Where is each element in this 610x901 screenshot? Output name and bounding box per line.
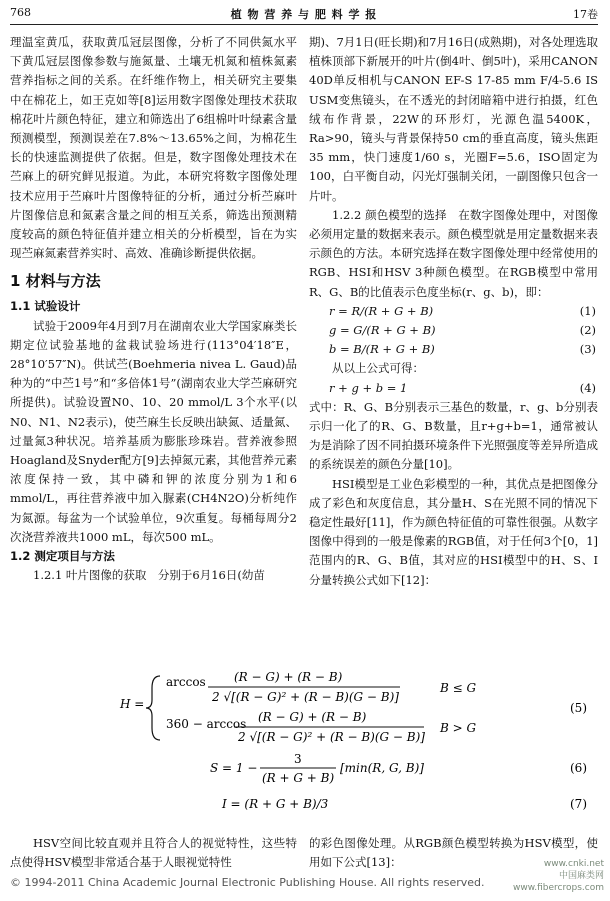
formula-360-arccos: 360 − arccos bbox=[166, 717, 247, 731]
hsv-paragraph-right: 的彩色图像处理。从RGB颜色模型转换为HSV模型，使用如下公式[13]： bbox=[309, 835, 598, 869]
formula-s-right: [min(R, G, B)] bbox=[340, 761, 424, 775]
formula-number-5: (5) bbox=[570, 701, 587, 715]
hsi-formulas-svg bbox=[10, 670, 598, 820]
header-rule bbox=[10, 24, 598, 25]
color-model-paragraph: 1.2.2 颜色模型的选择 在数字图像处理中，对图像必须用定量的数据来表示。颜色模型就是用定量数据来表示颜色的方法。本研究选择在数字图像处理中经常使用的RGB、HSI和HSV 3种颜色模型。在RGB模型中常用R、G、B的比值表示色度坐标(r、g、b)，即： bbox=[309, 207, 598, 299]
equation-4: r + g + b = 1 (4) bbox=[329, 380, 596, 395]
acquisition-continued-paragraph: 期)、7月1日(旺长期)和7月16日(成熟期)，对各处理选取植株顶部下新展开的叶片(倒4叶、倒5叶)，采用CANON 40D单反相机与CANON EF-S 17-85 mm F/4-5.6 IS USM变焦镜头，在不透光的封闭暗箱中进行拍摄，红色绒布作背景，22W的环形灯，光源色温5400K，Ra>90，镜头与背景保持50 cm的垂直高度，镜头焦距35 mm，快门速度1/60 s，光圈F=5.6，ISO固定为100，白平衡自动，闪光灯强制关闭，一副图像只包含一片叶。 bbox=[309, 35, 599, 203]
subsection-heading-measurement: 1.2 测定项目与方法 bbox=[10, 549, 115, 564]
equation-1: r = R/(R + G + B) (1) bbox=[329, 303, 596, 318]
formula-arccos: arccos bbox=[166, 675, 206, 689]
formula-number-6: (6) bbox=[570, 761, 587, 775]
left-column bbox=[10, 33, 297, 585]
formula-condition-1: B ≤ G bbox=[440, 681, 477, 695]
volume-label: 17卷 bbox=[573, 8, 598, 21]
equation-3: b = B/(R + G + B) (3) bbox=[329, 342, 596, 357]
formula-fraction-numerator-2: (R − G) + (R − B) bbox=[258, 710, 367, 724]
derivation-text: 从以上公式可得： bbox=[332, 361, 424, 376]
formula-fraction-numerator-1: (R − G) + (R − B) bbox=[234, 670, 343, 684]
hsv-paragraph-left: HSV空间比较直观并且符合人的视觉特性，这些特点使得HSV模型非常适合基于人眼视觉特性 bbox=[10, 835, 297, 869]
equation-2: g = G/(R + G + B) (2) bbox=[329, 323, 596, 338]
formula-h-label: H = bbox=[120, 697, 145, 711]
hsi-formula-block bbox=[10, 670, 598, 830]
equation-explanation: 式中：R、G、B分别表示三基色的数量，r、g、b分别表示归一化了的R、G、B数量，且r+g+b=1，通常被认为是消除了因不同拍摄环境条件下光照强度等差异所造成的系统误差的颜色分量[10]。 bbox=[309, 399, 598, 472]
formula-s-left: S = 1 − bbox=[210, 761, 258, 775]
page-number: 768 bbox=[10, 6, 31, 19]
section-heading-materials-methods: 1 材料与方法 bbox=[10, 272, 101, 291]
formula-s-denominator: (R + G + B) bbox=[262, 771, 335, 785]
formula-condition-2: B > G bbox=[440, 721, 477, 735]
watermark: www.cnki.net 中国麻类网 www.fibercrops.com bbox=[513, 859, 604, 893]
brace-shape bbox=[146, 676, 160, 740]
hsi-paragraph: HSI模型是工业色彩模型的一种，其优点是把图像分成了彩色和灰度信息，其分量H、S在光照不同的情况下稳定性最好[11]，作为颜色特征值的可靠性很强。从数字图像中得到的一般是像素的RGB值，对于任何3个[0，1]范围内的R、G、B值，其对应的HSI模型中的H、S、I分量转换公式如下[12]： bbox=[309, 476, 598, 587]
intro-paragraph: 理温室黄瓜，获取黄瓜冠层图像，分析了不同供氮水平下黄瓜冠层图像参数与施氮量、土壤无机氮和植株氮素营养指标之间的关系。在纤维作物上，相关研究主要集中在棉花上，如王克如等[8]运用数字图像处理技术获取棉花叶片颜色特征，建立和筛选出了6组棉叶叶绿素含量预测模型，预测误差在7.8%～13.65%之间，为棉花生长的快速监测提供了依据。但是，数字图像处理技术在苎麻上的研究鲜见报道。为此，本研究将数字图像处理技术应用于苎麻叶片图像特征的分析，通过分析苎麻叶片图像信息和氮素含量之间的相互关系，筛选出预测精度较高的颜色特征值并建立相关的分析模型，旨在为实现苎麻氮素营养实时、高效、准确诊断提供依据。 bbox=[10, 35, 297, 261]
formula-fraction-denominator-1: 2 √[(R − G)² + (R − B)(G − B)] bbox=[212, 690, 399, 704]
formula-s-numerator: 3 bbox=[294, 752, 302, 766]
image-acquisition-paragraph: 1.2.1 叶片图像的获取 分别于6月16日(幼苗 bbox=[33, 568, 265, 583]
journal-title: 植 物 营 养 与 肥 料 学 报 bbox=[230, 8, 378, 21]
formula-number-7: (7) bbox=[570, 797, 587, 811]
right-column bbox=[309, 33, 598, 590]
formula-i: I = (R + G + B)/3 bbox=[222, 797, 329, 811]
copyright-footer: © 1994-2011 China Academic Journal Electronic Publishing House. All rights reserved. bbox=[10, 876, 485, 889]
running-header bbox=[10, 6, 598, 22]
design-paragraph: 试验于2009年4月到7月在湖南农业大学国家麻类长期定位试验基地的盆栽试验场进行(113°04′18″E，28°10′57″N)。供试苎(Boehmeria nivea L. Gaud)品种为的“中苎1号”和“多倍体1号”(湖南农业大学苎麻研究所提供)。试验设置N0、10、20 mmol/L 3个水平(以N0、N1、N2表示)，使苎麻生长反映出缺氮、适量氮、过量氮3种状况。培养基质为膨胀珍珠岩。营养液参照Hoagland及Snyder配方[9]去掉氮元素，其他营养元素浓度保持一致，其中磷和钾的浓度分别为1和6 mmol/L，再往营养液中加入脲素(CH4N2O)分析纯作为氮源。每盆为一个试验单位，9次重复。每桶每周分2次浇营养液共1000 mL，每次500 mL。 bbox=[10, 318, 297, 544]
formula-fraction-denominator-2: 2 √[(R − G)² + (R − B)(G − B)] bbox=[238, 730, 425, 744]
subsection-heading-design: 1.1 试验设计 bbox=[10, 299, 81, 314]
